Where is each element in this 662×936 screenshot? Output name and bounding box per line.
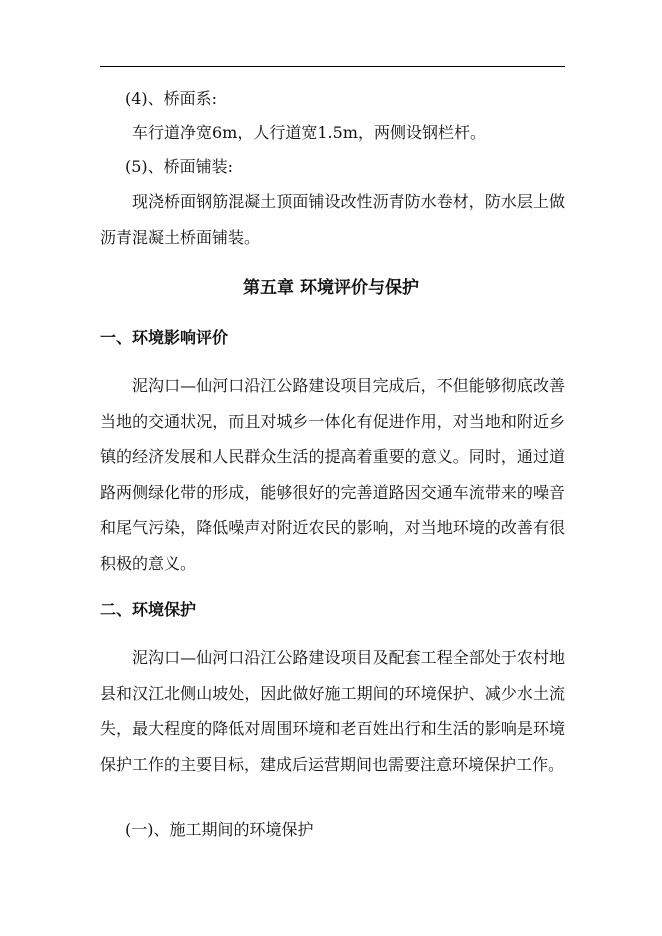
section1-heading: 一、环境影响评价 xyxy=(100,328,229,347)
item5-body: 现浇桥面钢筋混凝土顶面铺设改性沥青防水卷材，防水层上做沥青混凝土桥面铺装。 xyxy=(100,192,565,247)
section1-body: 泥沟口—仙河口沿江公路建设项目完成后，不但能够彻底改善当地的交通状况，而且对城乡一体化有促进作用，对当地和附近乡镇的经济发展和人民群众生活的提高着重要的意义。同时，通过道路两侧绿化带的形成，能够很好的完善道路因交通车流带来的噪音和尾气污染，降低噪声对附近农民的影响，对当地环境的改善有很积极的意义。 xyxy=(100,376,565,573)
item4-title: (4)、桥面系: xyxy=(125,89,218,108)
section2-body: 泥沟口—仙河口沿江公路建设项目及配套工程全部处于农村地县和汉江北侧山坡处，因此做好施工期间的环境保护、减少水土流失，最大程度的降低对周围环境和老百姓出行和生活的影响是环境保护工作的主要目标，建成后运营期间也需要注意环境保护工作。 xyxy=(100,648,565,774)
section2-heading: 二、环境保护 xyxy=(100,600,197,619)
section2-subheading: (一)、施工期间的环境保护 xyxy=(125,820,314,839)
item4-body: 车行道净宽6m，人行道宽1.5m，两侧设钢栏杆。 xyxy=(132,123,486,142)
header-rule xyxy=(100,66,565,67)
item5-title: (5)、桥面铺装: xyxy=(125,157,234,176)
chapter-title: 第五章 环境评价与保护 xyxy=(243,278,419,298)
